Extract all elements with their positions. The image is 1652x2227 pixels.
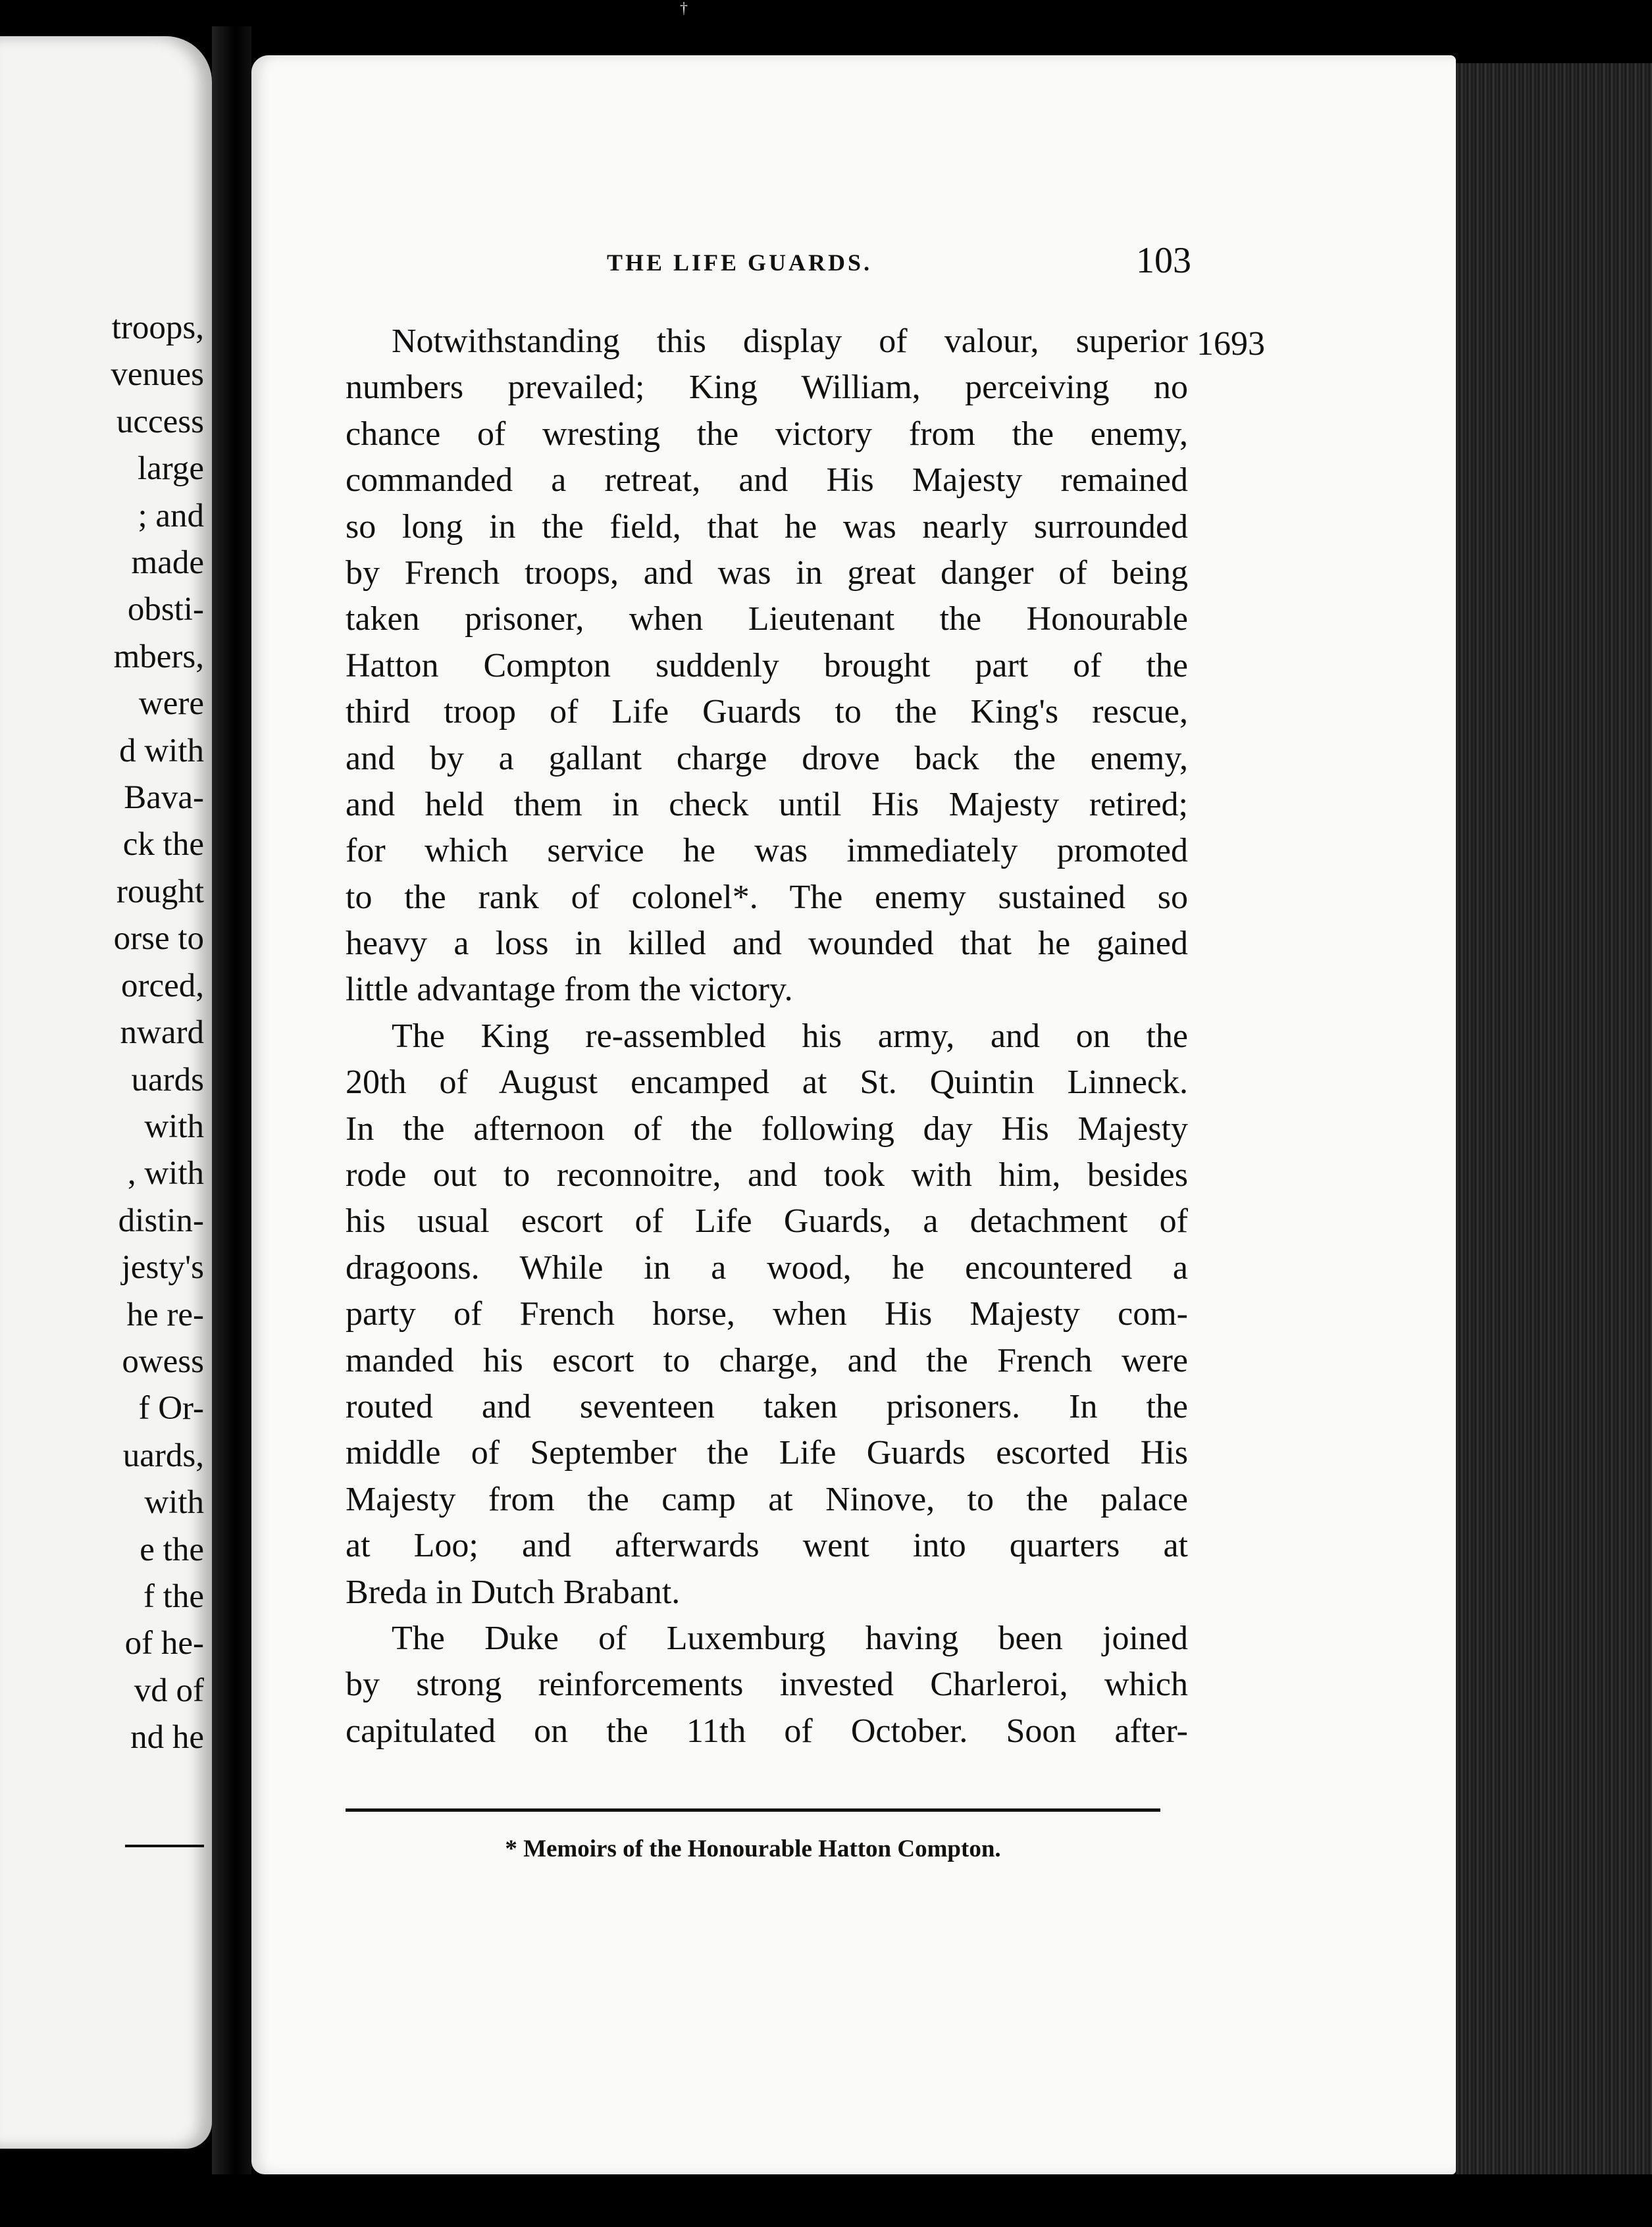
facing-page-text	[111, 305, 204, 1762]
text-line: taken prisoner, when Lieutenant the Honourable	[346, 600, 1188, 638]
text-line: dragoons. While in a wood, he encountered a	[346, 1248, 1188, 1287]
text-line: middle of September the Life Guards escorted His	[346, 1434, 1188, 1472]
facing-line: d with	[119, 732, 204, 769]
text-line: 20th of August encamped at St. Quintin Linneck.	[346, 1063, 1188, 1102]
facing-line: jesty's	[121, 1249, 204, 1287]
facing-line: uccess	[116, 403, 204, 440]
facing-line: e the	[140, 1531, 204, 1568]
text-line: for which service he was immediately promoted	[346, 832, 1188, 870]
facing-line: were	[138, 685, 204, 723]
text-line: at Loo; and afterwards went into quarters at	[346, 1527, 1188, 1565]
text-line: Notwithstanding this display of valour, superior	[392, 322, 1188, 360]
text-line: little advantage from the victory.	[346, 971, 793, 1009]
facing-line: troops,	[111, 309, 204, 346]
text-line: numbers prevailed; King William, perceiving no	[346, 369, 1188, 407]
body-text	[346, 319, 1188, 1754]
facing-line: with	[144, 1108, 204, 1145]
text-line: heavy a loss in killed and wounded that he gained	[346, 925, 1188, 963]
text-line: to the rank of colonel*. The enemy sustained so	[346, 878, 1188, 916]
text-line: third troop of Life Guards to the King's rescue,	[346, 693, 1188, 731]
facing-line: nd he	[130, 1719, 204, 1756]
text-line: The Duke of Luxemburg having been joined	[392, 1619, 1188, 1657]
text-line: Breda in Dutch Brabant.	[346, 1573, 681, 1611]
text-line: by strong reinforcements invested Charleroi, which	[346, 1666, 1188, 1704]
margin-year-note: 1693	[1197, 325, 1265, 363]
facing-line: orse to	[113, 920, 204, 958]
page-number: 103	[1136, 240, 1191, 281]
facing-line: ; and	[138, 497, 204, 534]
book-gutter	[212, 26, 251, 2178]
facing-line: ck the	[122, 826, 204, 863]
text-line: The King re-assembled his army, and on the	[392, 1017, 1188, 1055]
text-line: and held them in check until His Majesty retired;	[346, 785, 1188, 823]
text-line: commanded a retreat, and His Majesty remained	[346, 461, 1188, 499]
text-line: so long in the field, that he was nearly surrounded	[346, 507, 1188, 546]
facing-line: owess	[122, 1343, 204, 1380]
text-line: rode out to reconnoitre, and took with him, besides	[346, 1156, 1188, 1194]
text-line: Majesty from the camp at Ninove, to the palace	[346, 1480, 1188, 1518]
facing-line: rought	[116, 873, 204, 910]
scan-border	[0, 2174, 1652, 2227]
facing-line: f the	[143, 1577, 204, 1615]
facing-line: nward	[120, 1014, 204, 1052]
facing-line: uards,	[122, 1437, 204, 1474]
text-line: In the afternoon of the following day His Majesty	[346, 1110, 1188, 1148]
text-line: capitulated on the 11th of October. Soon after-	[346, 1712, 1188, 1750]
text-line: party of French horse, when His Majesty com-	[346, 1295, 1188, 1333]
facing-line: mbers,	[113, 638, 204, 675]
facing-line: venues	[111, 356, 204, 394]
footnote-rule	[346, 1808, 1160, 1812]
text-line: chance of wresting the victory from the enemy,	[346, 415, 1188, 453]
facing-line: uards	[131, 1061, 204, 1098]
text-line: manded his escort to charge, and the French were	[346, 1341, 1188, 1379]
facing-line: f Or-	[138, 1390, 204, 1427]
facing-line: he re-	[126, 1296, 204, 1333]
running-title: THE LIFE GUARDS.	[607, 249, 873, 276]
facing-line: made	[131, 544, 204, 582]
facing-line: Bava-	[124, 779, 204, 817]
page-edges	[1456, 63, 1652, 2176]
text-line: Hatton Compton suddenly brought part of the	[346, 646, 1188, 684]
facing-line: vd of	[134, 1672, 204, 1709]
facing-line: obsti-	[127, 591, 204, 628]
facing-line: large	[137, 450, 204, 488]
footnote: * Memoirs of the Honourable Hatton Compton.	[505, 1835, 1001, 1862]
facing-footnote-rule	[125, 1845, 204, 1847]
text-line: and by a gallant charge drove back the enemy,	[346, 739, 1188, 777]
text-line: by French troops, and was in great danger of being	[346, 553, 1188, 592]
facing-line: distin-	[118, 1202, 204, 1239]
text-line: routed and seventeen taken prisoners. In the	[346, 1387, 1188, 1425]
text-line: his usual escort of Life Guards, a detachment of	[346, 1202, 1188, 1241]
facing-line: with	[144, 1484, 204, 1522]
facing-page-left	[0, 36, 212, 2149]
binding-mark: †	[680, 0, 688, 17]
page-header	[607, 240, 1191, 290]
facing-line: orced,	[120, 967, 204, 1004]
facing-line: of he-	[124, 1625, 204, 1662]
facing-line: , with	[127, 1155, 204, 1192]
